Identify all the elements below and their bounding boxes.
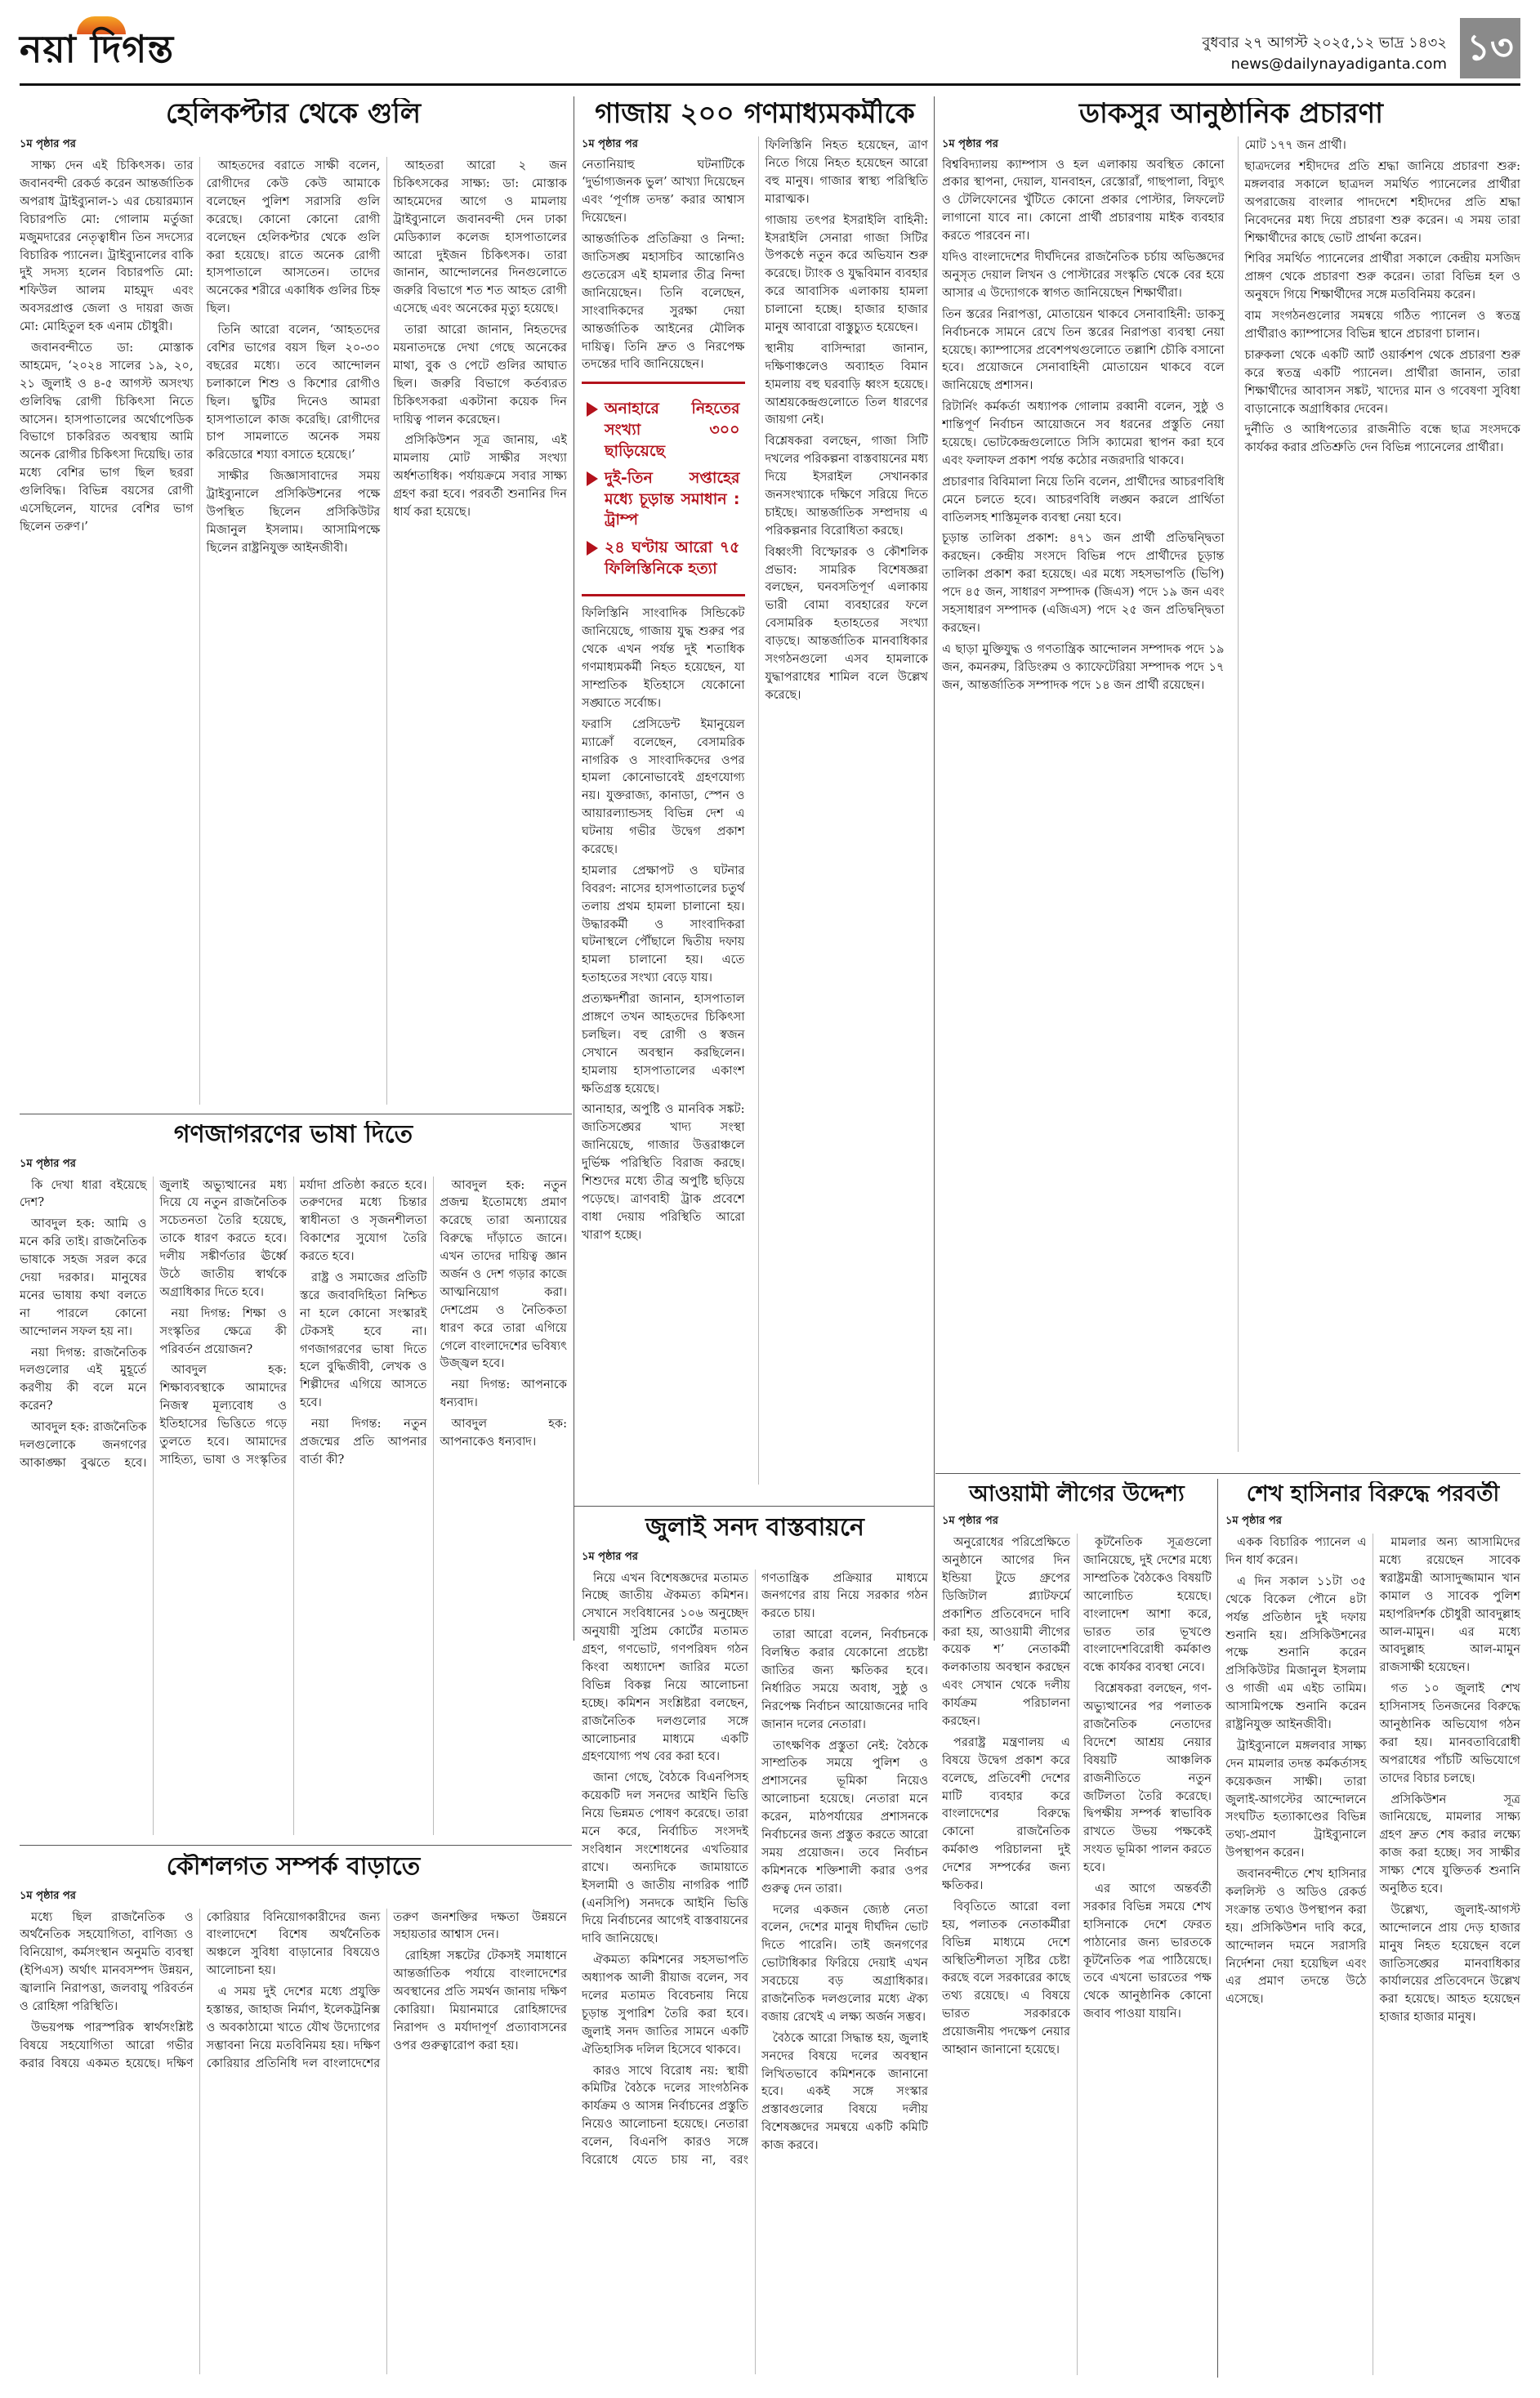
article-july-charter <box>582 1514 928 2378</box>
article-helicopter <box>20 98 567 1107</box>
article-awami-league <box>942 1481 1212 2378</box>
continued-label: ১ম পৃষ্ঠার পর <box>582 138 638 151</box>
article-gaza <box>582 98 928 1499</box>
paragraph: নিয়ে এখন বিশেষজ্ঞদের মতামত নিচ্ছে জাতীয় ঐকমত্য কমিশন। সেখানে সংবিধানের ১০৬ অনুচ্ছেদ অনুযায়ী সুপ্রিম কোর্টের মতামত গ্রহণ, গণভোট, গণপরিষদ গঠন কিংবা অধ্যাদেশ জারির মতো বিভিন্ন বিকল্প নিয়ে আলোচনা হচ্ছে। কমিশন সংশ্লিষ্টরা বলছেন, রাজনৈতিক দলগুলোর সঙ্গে আলোচনার মাধ্যমে একটি গ্রহণযোগ্য পথ বের করা হবে। <box>582 1570 748 1764</box>
masthead-rule <box>20 83 1520 86</box>
article-strategic-relations <box>20 1853 567 2378</box>
article-body <box>582 136 928 1485</box>
paragraph: এ ছাড়া মুক্তিযুদ্ধ ও গণতান্ত্রিক আন্দোলন সম্পাদক পদে ১৯ জন, কমনরুম, রিডিংরুম ও ক্যাফেটেরিয়া সম্পাদক পদে ১৭ জন, আন্তর্জাতিক সম্পাদক পদে ১৪ জন প্রার্থী রয়েছেন। <box>942 641 1225 692</box>
paragraph: ঐকমত্য কমিশনের সহসভাপতি অধ্যাপক আলী রীয়াজ বলেন, সব দলের মতামত বিবেচনায় নিয়ে চূড়ান্ত সুপারিশ তৈরি করা হবে। জুলাই সনদ জাতির সামনে একটি ঐতিহাসিক দলিল হিসেবে থাকবে। <box>582 1953 748 2056</box>
paragraph: পররাষ্ট্র মন্ত্রণালয় এ বিষয়ে উদ্বেগ প্রকাশ করে বলেছে, প্রতিবেশী দেশের মাটি ব্যবহার করে বাংলাদেশের বিরুদ্ধে কোনো রাজনৈতিক কর্মকাণ্ড পরিচালনা দুই দেশের সম্পর্কের জন্য ক্ষতিকর। <box>942 1735 1070 1892</box>
arrow-icon <box>587 541 598 556</box>
section-divider <box>935 1473 1520 1474</box>
paragraph: আহতদের বরাতে সাক্ষী বলেন, রোগীদের কেউ কেউ আমাকে বলেছেন পুলিশ সরাসরি গুলি করেছে। কোনো কোনো রোগী বলেছেন হেলিকপ্টার থেকে গুলি করা হয়েছে। রাতে অনেক রোগী হাসপাতালে আসতেন। তাদের অনেকের শরীরে একাধিক গুলির চিহ্ন ছিল। <box>206 159 381 316</box>
paragraph: এ সময় দুই দেশের মধ্যে প্রযুক্তি হস্তান্তর, জাহাজ নির্মাণ, ইলেকট্রনিক্স ও অবকাঠামো খাতে যৌথ উদ্যোগের সম্ভাবনা নিয়ে মতবিনিময় হয়। দক্ষিণ কোরিয়ার প্রতিনিধি দল বাংলাদেশের তরুণ জনশক্তির দক্ষতা উন্নয়নে সহায়তার আশ্বাস দেন। <box>206 1909 567 2070</box>
section-divider <box>20 1845 572 1846</box>
paragraph: বিবৃতিতে আরো বলা হয়, পলাতক নেতাকর্মীরা বিভিন্ন মাধ্যমে দেশে অস্থিতিশীলতা সৃষ্টির চেষ্টা করছে বলে সরকারের কাছে তথ্য রয়েছে। এ বিষয়ে ভারত সরকারকে প্রয়োজনীয় পদক্ষেপ নেয়ার আহ্বান জানানো হয়েছে। <box>942 1899 1070 2056</box>
paragraph: আবদুল হক: রাজনৈতিক দলগুলোকে জনগণের আকাঙ্ক্ষা বুঝতে হবে। জুলাই অভ্যুত্থানের মধ্য দিয়ে যে নতুন রাজনৈতিক সচেতনতা তৈরি হয়েছে, তাকে ধারণ করতে হবে। দলীয় সঙ্কীর্ণতার ঊর্ধ্বে উঠে জাতীয় স্বার্থকে অগ্রাধিকার দিতে হবে। <box>20 1177 287 1470</box>
headline: গণজাগরণের ভাষা দিতে <box>173 1121 413 1149</box>
paragraph: নয়া দিগন্ত: নতুন প্রজন্মের প্রতি আপনার বার্তা কী? <box>300 1417 427 1467</box>
article-column <box>1238 136 1521 1452</box>
paragraph: সাক্ষ্য দেন এই চিকিৎসক। তার জবানবন্দী রেকর্ড করেন আন্তর্জাতিক অপরাধ ট্রাইব্যুনাল-১ এর চেয়ারম্যান বিচারপতি মো: গোলাম মর্তুজা মজুমদারের নেতৃত্বাধীন তিন সদস্যের বিচারিক প্যানেল। ট্রাইব্যুনালের বাকি দুই সদস্য হলেন বিচারপতি মো: শফিউল আলম মাহমুদ এবং অবসরপ্রাপ্ত জেলা ও দায়রা জজ মো: মোহিতুল হক এনাম চৌধুরী। <box>20 159 194 334</box>
article-mass-awakening <box>20 1121 567 1838</box>
paragraph: একক বিচারিক প্যানেল এ দিন ধার্য করেন। <box>1225 1535 1367 1567</box>
arrow-icon <box>587 471 598 486</box>
paragraph: কূটনৈতিক সূত্রগুলো জানিয়েছে, দুই দেশের মধ্যে সাম্প্রতিক বৈঠকেও বিষয়টি আলোচিত হয়েছে। বাংলাদেশ আশা করে, ভারত তার ভূখণ্ডে বাংলাদেশবিরোধী কর্মকাণ্ড বন্ধে কার্যকর ব্যবস্থা নেবে। <box>1083 1535 1212 1675</box>
paragraph: জবানবন্দীতে শেখ হাসিনার কললিস্ট ও অডিও রেকর্ড সংক্রান্ত তথ্যও উপস্থাপন করা হয়। প্রসিকিউশন দাবি করে, আন্দোলন দমনে সরাসরি নির্দেশনা দেয়া হয়েছিল এবং এর প্রমাণ তদন্তে উঠে এসেছে। <box>1225 1867 1367 2007</box>
continued-label: ১ম পৃষ্ঠার পর <box>942 1515 998 1528</box>
paragraph: বিশ্লেষকরা বলছেন, গাজা সিটি দখলের পরিকল্পনা বাস্তবায়নের মধ্য দিয়ে ইসরাইল সেখানকার জনসংখ্যাকে দক্ষিণে সরিয়ে দিতে চাইছে। আন্তর্জাতিক সম্প্রদায় এ পরিকল্পনার বিরোধিতা করছে। <box>765 434 928 538</box>
highlight-item: দুই-তিন সপ্তাহের মধ্যে চূড়ান্ত সমাধান : ট্রাম্প <box>587 468 740 531</box>
paragraph: চারুকলা থেকে একটি আর্ট ওয়ার্কশপ থেকে প্রচারণা শুরু করে স্বতন্ত্র একটি প্যানেল। প্রার্থীরা জানান, তারা শিক্ষার্থীদের আবাসন সঙ্কট, খাদ্যের মান ও গবেষণা সুবিধা বাড়ানোকে অগ্রাধিকার দেবেন। <box>1244 347 1520 416</box>
paragraph: দুর্নীতি ও আধিপত্যের রাজনীতি বন্ধে ছাত্র সংসদকে কার্যকর করার প্রতিশ্রুতি দেন বিভিন্ন প্যানেলের প্রার্থীরা। <box>1244 422 1520 455</box>
continued-label: ১ম পৃষ্ঠার পর <box>20 1889 76 1902</box>
article-column <box>942 136 1225 1452</box>
paragraph: ট্রাইব্যুনালে মঙ্গলবার সাক্ষ্য দেন মামলার তদন্ত কর্মকর্তাসহ কয়েকজন সাক্ষী। তারা জুলাই-আগস্টের আন্দোলনে সংঘটিত হত্যাকাণ্ডের বিভিন্ন তথ্য-প্রমাণ ট্রাইব্যুনালে উপস্থাপন করেন। <box>1225 1738 1367 1860</box>
continued-label: ১ম পৃষ্ঠার পর <box>20 138 76 151</box>
continued-label: ১ম পৃষ্ঠার পর <box>942 138 998 151</box>
dateline <box>1202 33 1447 75</box>
page-number: ১৩ <box>1460 18 1520 78</box>
paragraph: প্রচারণার বিবিমালা নিয়ে তিনি বলেন, প্রার্থীদের আচরণবিধি মেনে চলতে হবে। আচরণবিধি লঙ্ঘন করলে প্রার্থিতা বাতিলসহ শাস্তিমূলক ব্যবস্থা নেয়া হবে। <box>942 474 1225 525</box>
paragraph: তারা আরো বলেন, নির্বাচনকে বিলম্বিত করার যেকোনো প্রচেষ্টা জাতির জন্য ক্ষতিকর হবে। নির্ধারিত সময়ে অবাধ, সুষ্ঠু ও নিরপেক্ষ নির্বাচন আয়োজনের দাবি জানান দলের নেতারা। <box>761 1628 928 1731</box>
paragraph: বিশ্লেষকরা বলছেন, গণ-অভ্যুত্থানের পর পলাতক রাজনৈতিক নেতাদের বিদেশে আশ্রয় নেয়ার বিষয়টি আঞ্চলিক রাজনীতিতে নতুন জটিলতা তৈরি করেছে। দ্বিপক্ষীয় সম্পর্ক স্বাভাবিক রাখতে উভয় পক্ষকেই সংযত ভূমিকা পালন করতে হবে। <box>1083 1681 1212 1875</box>
paragraph: আন্তর্জাতিক প্রতিক্রিয়া ও নিন্দা: জাতিসঙ্ঘ মহাসচিব আন্তোনিও গুতেরেস এই হামলার তীব্র নিন্দা জানিয়েছেন। তিনি বলেছেন, সাংবাদিকদের সুরক্ষা দেয়া আন্তর্জাতিক আইনের মৌলিক দায়িত্ব। তিনি দ্রুত ও নিরপেক্ষ তদন্তের দাবি জানিয়েছেন। <box>582 232 745 372</box>
article-ducsu <box>942 98 1520 1467</box>
paragraph: নয়া দিগন্ত: রাজনৈতিক দলগুলোর এই মুহূর্তে করণীয় কী বলে মনে করেন? <box>20 1345 147 1413</box>
paragraph: জবানবন্দীতে ডা: মোস্তাক আহমেদ, ‘২০২৪ সালের ১৯, ২০, ২১ জুলাই ও ৪-৫ আগস্ট অসংখ্য গুলিবিদ্ধ রোগী চিকিৎসা নিতে আসেন। হাসপাতালের অর্থোপেডিক বিভাগে চাকরিরত অবস্থায় আমি অনেক রোগীর চিকিৎসা দিয়েছি। তার মধ্যে বেশির ভাগ ছিল ছররা গুলিবিদ্ধ। বিভিন্ন বয়সের রোগী এসেছিলেন, যাদের বেশির ভাগ ছিলেন তরুণ।’ <box>20 341 194 534</box>
paragraph: আবদুল হক: আপনাকেও ধন্যবাদ। <box>440 1417 567 1449</box>
paragraph: ফরাসি প্রেসিডেন্ট ইমানুয়েল ম্যাক্রোঁ বলেছেন, বেসামরিক নাগরিক ও সাংবাদিকদের ওপর হামলা কোনোভাবেই গ্রহণযোগ্য নয়। যুক্তরাজ্য, কানাডা, স্পেন ও আয়ারল্যান্ডসহ বিভিন্ন দেশ এ ঘটনায় গভীর উদ্বেগ প্রকাশ করেছে। <box>582 717 745 856</box>
paragraph: প্রসিকিউশন সূত্র জানিয়েছে, মামলার সাক্ষ্য গ্রহণ দ্রুত শেষ করার লক্ষ্যে কাজ করা হচ্ছে। সব সাক্ষীর সাক্ষ্য শেষে যুক্তিতর্ক শুনানি অনুষ্ঠিত হবে। <box>1379 1792 1520 1896</box>
article-body <box>942 1534 1212 2375</box>
paragraph: বিশ্ববিদ্যালয় ক্যাম্পাস ও হল এলাকায় অবস্থিত কোনো প্রকার স্থাপনা, দেয়াল, যানবাহন, রেস্তোরাঁ, গাছপালা, বিদ্যুৎ ও টেলিফোনের খুঁটিতে কোনো প্রকার পোস্টার, লিফলেট লাগানো যাবে না। কোনো প্রার্থী প্রচারণায় মাইক ব্যবহার করতে পারবেন না। <box>942 157 1225 243</box>
headline: কৌশলগত সম্পর্ক বাড়াতে <box>166 1853 421 1881</box>
paragraph: চূড়ান্ত তালিকা প্রকাশ: ৪৭১ জন প্রার্থী প্রতিদ্বন্দ্বিতা করছেন। কেন্দ্রীয় সংসদে বিভিন্ন পদে প্রার্থীদের চূড়ান্ত তালিকা প্রকাশ করা হয়েছে। এর মধ্যে সহসভাপতি (ভিপি) পদে ৪৫ জন, সাধারণ সম্পাদক (জিএস) পদে ১৯ জন এবং সহসাধারণ সম্পাদক (এজিএস) পদে ২৫ জন প্রতিদ্বন্দ্বিতা করছেন। <box>942 531 1225 635</box>
paragraph: কারও সাথে বিরোধ নয়: স্থায়ী কমিটির বৈঠকে দলের সাংগঠনিক কার্যক্রম ও আসন্ন নির্বাচনের প্রস্তুতি নিয়েও আলোচনা হয়েছে। নেতারা বলেন, বিএনপি কারও সঙ্গে বিরোধে যেতে চায় না, বরং গণতান্ত্রিক প্রক্রিয়ার মাধ্যমে জনগণের রায় নিয়ে সরকার গঠন করতে চায়। <box>582 1570 928 2167</box>
paragraph: মামলার অন্য আসামিদের মধ্যে রয়েছেন সাবেক স্বরাষ্ট্রমন্ত্রী আসাদুজ্জামান খান কামাল ও সাবেক পুলিশ মহাপরিদর্শক চৌধুরী আবদুল্লাহ আল-মামুন। এর মধ্যে আবদুল্লাহ আল-মামুন রাজসাক্ষী হয়েছেন। <box>1379 1535 1520 1675</box>
paragraph: মধ্যে ছিল রাজনৈতিক ও অর্থনৈতিক সহযোগিতা, বাণিজ্য ও বিনিয়োগ, কর্মসংস্থান অনুমতি ব্যবস্থা (ইপিএস) অর্থাৎ মানবসম্পদ উন্নয়ন, জ্বালানি নিরাপত্তা, জলবায়ু পরিবর্তন ও রোহিঙ্গা পরিস্থিতি। <box>20 1909 194 2013</box>
contact-email: news@dailynayadiganta.com <box>1230 56 1447 73</box>
paragraph: আহতরা আরো ২ জন চিকিৎসকের সাক্ষ্য: ডা: মোস্তাক আহমেদের আগে ও মামলায় ট্রাইব্যুনালে জবানবন্দী দেন ঢাকা মেডিক্যাল কলেজ হাসপাতালের আরো দুইজন চিকিৎসক। তারা জানান, আন্দোলনের দিনগুলোতে জরুরি বিভাগে শত শত আহত রোগী এসেছে এবং অনেকের মৃত্যু হয়েছে। <box>393 159 567 316</box>
headline: হেলিকপ্টার থেকে গুলি <box>165 98 422 130</box>
article-body <box>1225 1534 1520 2375</box>
paragraph: ফিলিস্তিনি নিহত হয়েছেন, ত্রাণ নিতে গিয়ে নিহত হয়েছেন আরো বহু মানুষ। গাজার স্বাস্থ্য পরিস্থিতি মারাত্মক। <box>765 138 928 206</box>
paragraph: অনুরোধের পরিপ্রেক্ষিতে অনুষ্ঠানে আগের দিন ইন্ডিয়া টুডে গ্রুপের ডিজিটাল প্ল্যাটফর্মে প্রকাশিত প্রতিবেদনে দাবি করা হয়, আওয়ামী লীগের কয়েক শ’ নেতাকর্মী কলকাতায় অবস্থান করছেন এবং সেখান থেকে দলীয় কার্যক্রম পরিচালনা করছেন। <box>942 1535 1070 1728</box>
column-divider <box>934 96 935 1641</box>
paragraph: বিধ্বংসী বিস্ফোরক ও কৌশলিক প্রভাব: সামরিক বিশেষজ্ঞরা বলছেন, ঘনবসতিপূর্ণ এলাকায় ভারী বোমা ব্যবহারের ফলে বেসামরিক হতাহতের সংখ্যা বাড়ছে। আন্তর্জাতিক মানবাধিকার সংগঠনগুলো এসব হামলাকে যুদ্ধাপরাধের শামিল বলে উল্লেখ করেছে। <box>765 544 928 702</box>
paragraph: উল্লেখ্য, জুলাই-আগস্ট আন্দোলনে প্রায় দেড় হাজার মানুষ নিহত হয়েছেন বলে জাতিসঙ্ঘের মানবাধিকার কার্যালয়ের প্রতিবেদনে উল্লেখ করা হয়েছে। আহত হয়েছেন হাজার হাজার মানুষ। <box>1379 1902 1520 2025</box>
paragraph: রোহিঙ্গা সঙ্কটের টেকসই সমাধানে আন্তর্জাতিক পর্যায়ে বাংলাদেশের অবস্থানের প্রতি সমর্থন জানায় দক্ষিণ কোরিয়া। মিয়ানমারে রোহিঙ্গাদের নিরাপদ ও মর্যাদাপূর্ণ প্রত্যাবাসনের ওপর গুরুত্বারোপ করা হয়। <box>393 1949 567 2052</box>
issue-date: বুধবার ২৭ আগস্ট ২০২৫,১২ ভাদ্র ১৪৩২ <box>1202 34 1447 51</box>
paragraph: দলের একজন জ্যেষ্ঠ নেতা বলেন, দেশের মানুষ দীর্ঘদিন ভোট দিতে পারেনি। তাই জনগণের ভোটাধিকার ফিরিয়ে দেয়াই এখন সবচেয়ে বড় অগ্রাধিকার। রাজনৈতিক দলগুলোর মধ্যে ঐক্য বজায় রেখেই এ লক্ষ্য অর্জন সম্ভব। <box>761 1902 928 2024</box>
article-body <box>20 1909 567 2374</box>
paragraph: যদিও বাংলাদেশের দীর্ঘদিনের রাজনৈতিক চর্চায় অভিজ্ঞদের অনুসৃত দেয়াল লিখন ও পোস্টারের সংস্কৃতি থেকে বের হয়ে আসার এ উদ্যোগকে স্বাগত জানিয়েছেন শিক্ষার্থীরা। <box>942 250 1225 300</box>
highlight-item: ২৪ ঘণ্টায় আরো ৭৫ ফিলিস্তিনিকে হত্যা <box>587 538 740 579</box>
paragraph: উভয়পক্ষ পারস্পরিক স্বার্থসংশ্লিষ্ট বিষয়ে সহযোগিতা আরো গভীর করার বিষয়ে একমত হয়েছে। দক্ষিণ কোরিয়ার বিনিয়োগকারীদের জন্য বাংলাদেশে বিশেষ অর্থনৈতিক অঞ্চলে সুবিধা বাড়ানোর বিষয়েও আলোচনা হয়। <box>20 1909 381 2070</box>
paragraph: শিবির সমর্থিত প্যানেলের প্রার্থীরা সকালে কেন্দ্রীয় মসজিদ প্রাঙ্গণ থেকে প্রচারণা শুরু করেন। তারা বিভিন্ন হল ও অনুষদে গিয়ে শিক্ষার্থীদের সঙ্গে মতবিনিময় করেন। <box>1244 252 1520 302</box>
paragraph: রাষ্ট্র ও সমাজের প্রতিটি স্তরে জবাবদিহিতা নিশ্চিত না হলে কোনো সংস্কারই টেকসই হবে না। গণজাগরণের ভাষা দিতে হলে বুদ্ধিজীবী, লেখক ও শিল্পীদের এগিয়ে আসতে হবে। <box>300 1270 427 1410</box>
paragraph: নেতানিয়াহু ঘটনাটিকে ‘দুর্ভাগ্যজনক ভুল’ আখ্যা দিয়েছেন এবং ‘পূর্ণাঙ্গ তদন্ত’ করার আশ্বাস দিয়েছেন। <box>582 157 745 226</box>
article-sheikh-hasina <box>1225 1481 1520 2378</box>
paragraph: গত ১০ জুলাই শেখ হাসিনাসহ তিনজনের বিরুদ্ধে আনুষ্ঠানিক অভিযোগ গঠন করা হয়। মানবতাবিরোধী অপরাধের পাঁচটি অভিযোগে তাদের বিচার চলছে। <box>1379 1681 1520 1785</box>
continued-label: ১ম পৃষ্ঠার পর <box>20 1157 76 1170</box>
highlight-item: অনাহারে নিহতের সংখ্যা ৩০০ ছাড়িয়েছে <box>587 399 740 462</box>
headline: ডাকসুর আনুষ্ঠানিক প্রচারণা <box>1079 98 1383 130</box>
paragraph: এর আগে অন্তর্বর্তী সরকার বিভিন্ন সময়ে শেখ হাসিনাকে দেশে ফেরত পাঠানোর জন্য ভারতকে কূটনৈতিক পত্র পাঠিয়েছে। তবে এখনো ভারতের পক্ষ থেকে আনুষ্ঠানিক কোনো জবাব পাওয়া যায়নি। <box>1083 1881 1212 2021</box>
paragraph: আবদুল হক: শিক্ষাব্যবস্থাকে আমাদের নিজস্ব মূল্যবোধ ও ইতিহাসের ভিত্তিতে গড়ে তুলতে হবে। আমাদের সাহিত্য, ভাষা ও সংস্কৃতির মর্যাদা প্রতিষ্ঠা করতে হবে। তরুণদের মধ্যে চিন্তার স্বাধীনতা ও সৃজনশীলতা বিকাশের সুযোগ তৈরি করতে হবে। <box>159 1177 427 1467</box>
paragraph: আবদুল হক: নতুন প্রজন্ম ইতোমধ্যে প্রমাণ করেছে তারা অন্যায়ের বিরুদ্ধে দাঁড়াতে জানে। এখন তাদের দায়িত্ব জ্ঞান অর্জন ও দেশ গড়ার কাজে আত্মনিয়োগ করা। দেশপ্রেম ও নৈতিকতা ধারণ করে তারা এগিয়ে গেলে বাংলাদেশের ভবিষ্যৎ উজ্জ্বল হবে। <box>440 1177 567 1371</box>
headline: গাজায় ২০০ গণমাধ্যমকর্মীকে <box>595 98 915 130</box>
paragraph: মোট ১৭৭ জন প্রার্থী। <box>1244 138 1346 153</box>
paragraph: গাজায় তৎপর ইসরাইলি বাহিনী: ইসরাইলি সেনারা গাজা সিটির উপকণ্ঠে নতুন করে অভিযান শুরু করেছে। ট্যাংক ও যুদ্ধবিমান ব্যবহার করে আবাসিক এলাকায় হামলা চালানো হচ্ছে। হাজার হাজার মানুষ আবারো বাস্তুচ্যুত হয়েছেন। <box>765 212 928 334</box>
continued-label: ১ম পৃষ্ঠার পর <box>582 1550 638 1563</box>
article-body <box>20 157 567 1105</box>
headline: আওয়ামী লীগের উদ্দেশ্য <box>969 1481 1185 1507</box>
paragraph: তিনি আরো বলেন, ‘আহতদের বেশির ভাগের বয়স ছিল ২০-৩০ বছরের মধ্যে। তবে আন্দোলন চলাকালে শিশু ও কিশোর রোগীও ছিল। ছুটির দিনেও আমরা হাসপাতালে কাজ করেছি। রোগীদের চাপ সামলাতে অনেক সময় করিডোরে শয্যা বসাতে হয়েছে।’ <box>206 323 381 462</box>
column-divider <box>1217 1479 1218 2378</box>
paragraph: ছাত্রদলের শহীদদের প্রতি শ্রদ্ধা জানিয়ে প্রচারণা শুরু: মঙ্গলবার সকালে ছাত্রদল সমর্থিত প্যানেলের প্রার্থীরা অপরাজেয় বাংলার পাদদেশে শহীদদের প্রতি শ্রদ্ধা নিবেদনের মধ্য দিয়ে প্রচারণা শুরু করেন। এ সময় তারা শিক্ষার্থীদের কাছে ভোট প্রার্থনা করেন। <box>1244 159 1520 245</box>
paragraph: তিন স্তরের নিরাপত্তা, মোতায়েন থাকবে সেনাবাহিনী: ডাকসু নির্বাচনকে সামনে রেখে তিন স্তরের নিরাপত্তা ব্যবস্থা নেয়া হয়েছে। ক্যাম্পাসের প্রবেশপথগুলোতে তল্লাশি চৌকি বসানো হবে। প্রয়োজনে সেনাবাহিনী মোতায়েন থাকবে বলে জানিয়েছে প্রশাসন। <box>942 306 1225 393</box>
paragraph: তারা আরো জানান, নিহতদের ময়নাতদন্তে দেখা গেছে অনেকের মাথা, বুক ও পেটে গুলির আঘাত ছিল। জরুরি বিভাগে কর্তব্যরত চিকিৎসকরা একটানা কয়েক দিন দায়িত্ব পালন করেছেন। <box>393 323 567 426</box>
paragraph: হামলার প্রেক্ষাপট ও ঘটনার বিবরণ: নাসের হাসপাতালের চতুর্থ তলায় প্রথম হামলা চালানো হয়। উদ্ধারকর্মী ও সাংবাদিকরা ঘটনাস্থলে পৌঁছালে দ্বিতীয় দফায় হামলা চালানো হয়। এতে হতাহতের সংখ্যা বেড়ে যায়। <box>582 863 745 985</box>
paragraph: বৈঠকে আরো সিদ্ধান্ত হয়, জুলাই সনদের বিষয়ে দলের অবস্থান লিখিতভাবে কমিশনকে জানানো হবে। একই সঙ্গে সংস্কার প্রস্তাবগুলোর বিষয়ে দলীয় বিশেষজ্ঞদের সমন্বয়ে একটি কমিটি কাজ করবে। <box>761 2030 928 2153</box>
paragraph: স্থানীয় বাসিন্দারা জানান, দক্ষিণাঞ্চলেও অব্যাহত বিমান হামলায় বহু ঘরবাড়ি ধ্বংস হয়েছে। আশ্রয়কেন্দ্রগুলোতে তিল ধারণের জায়গা নেই। <box>765 341 928 427</box>
article-column <box>582 136 745 1485</box>
paragraph: জানা গেছে, বৈঠকে বিএনপিসহ কয়েকটি দল সনদের আইনি ভিত্তি নিয়ে ভিন্নমত পোষণ করেছে। তারা মনে করে, নির্বাচিত সংসদই সংবিধান সংশোধনের এখতিয়ার রাখে। অন্যদিকে জামায়াতে ইসলামী ও জাতীয় নাগরিক পার্টি (এনসিপি) সনদকে আইনি ভিত্তি দিয়ে নির্বাচনের আগেই বাস্তবায়নের দাবি জানিয়েছে। <box>582 1771 748 1946</box>
paragraph: নয়া দিগন্ত: শিক্ষা ও সংস্কৃতির ক্ষেত্রে কী পরিবর্তন প্রয়োজন? <box>159 1306 287 1356</box>
paragraph: আনাহার, অপুষ্টি ও মানবিক সঙ্কট: জাতিসঙ্ঘের খাদ্য সংস্থা জানিয়েছে, গাজার উত্তরাঞ্চলে দুর্ভিক্ষ পরিস্থিতি বিরাজ করছে। শিশুদের মধ্যে তীব্র অপুষ্টি ছড়িয়ে পড়েছে। ত্রাণবাহী ট্রাক প্রবেশে বাধা দেয়ায় পরিস্থিতি আরো খারাপ হচ্ছে। <box>582 1102 745 1242</box>
article-body <box>20 1177 567 1835</box>
paragraph: নয়া দিগন্ত: আপনাকে ধন্যবাদ। <box>440 1378 567 1410</box>
paragraph: বাম সংগঠনগুলোর সমন্বয়ে গঠিত প্যানেল ও স্বতন্ত্র প্রার্থীরাও ক্যাম্পাসের বিভিন্ন স্থানে প্রচারণা চালান। <box>1244 309 1520 341</box>
masthead <box>20 15 1520 80</box>
article-column <box>758 136 929 1485</box>
newspaper-logo: নয়া দিগন্ত <box>20 27 175 71</box>
paragraph: আবদুল হক: আমি ও মনে করি তাই। রাজনৈতিক ভাষাকে সহজ সরল করে দেয়া দরকার। মানুষের মনের ভাষায় কথা বলতে না পারলে কোনো আন্দোলন সফল হয় না। <box>20 1217 147 1338</box>
paragraph: প্রসিকিউশন সূত্র জানায়, এই মামলায় মোট সাক্ষীর সংখ্যা অর্ধশতাধিক। পর্যায়ক্রমে সবার সাক্ষ্য গ্রহণ করা হবে। পরবর্তী শুনানির দিন ধার্য করা হয়েছে। <box>393 433 567 520</box>
article-body <box>942 136 1520 1452</box>
paragraph: সাক্ষীর জিজ্ঞাসাবাদের সময় ট্রাইব্যুনালে প্রসিকিউশনের পক্ষে উপস্থিত ছিলেন প্রসিকিউটর মিজানুল ইসলাম। আসামিপক্ষে ছিলেন রাষ্ট্রনিযুক্ত আইনজীবী। <box>206 469 381 555</box>
article-body <box>582 1570 928 2374</box>
paragraph: রিটার্নিং কর্মকর্তা অধ্যাপক গোলাম রব্বানী বলেন, সুষ্ঠু ও শান্তিপূর্ণ নির্বাচন আয়োজনে সব ধরনের প্রস্তুতি নেয়া হয়েছে। ভোটকেন্দ্রগুলোতে সিসি ক্যামেরা স্থাপন করা হবে এবং ফলাফল প্রকাশ পর্যন্ত কঠোর নজরদারি থাকবে। <box>942 400 1225 467</box>
continued-label: ১ম পৃষ্ঠার পর <box>1225 1515 1282 1528</box>
headline: জুলাই সনদ বাস্তবায়নে <box>645 1514 864 1542</box>
paragraph: এ দিন সকাল ১১টা ৩৫ থেকে বিকেল পৌনে ৪টা পর্যন্ত প্রতিষ্ঠান দুই দফায় শুনানি হয়। প্রসিকিউশনের পক্ষে শুনানি করেন প্রসিকিউটর মিজানুল ইসলাম ও গাজী এম এইচ তামিম। আসামিপক্ষে শুনানি করেন রাষ্ট্রনিযুক্ত আইনজীবী। <box>1225 1574 1367 1731</box>
section-divider <box>574 1506 934 1507</box>
highlights-box <box>582 382 745 596</box>
paragraph: কি দেখা ধারা বইয়েছে দেশ? <box>20 1177 147 1210</box>
headline: শেখ হাসিনার বিরুদ্ধে পরবর্তী <box>1246 1481 1500 1507</box>
arrow-icon <box>587 402 598 417</box>
paragraph: তাৎক্ষণিক প্রস্তুতা নেই: বৈঠকে সাম্প্রতিক সময়ে পুলিশ ও প্রশাসনের ভূমিকা নিয়েও আলোচনা হয়েছে। নেতারা মনে করেন, মাঠপর্যায়ের প্রশাসনকে নির্বাচনের জন্য প্রস্তুত করতে আরো সময় প্রয়োজন। তবে নির্বাচন কমিশনকে শক্তিশালী করার ওপর গুরুত্ব দেন তারা। <box>761 1738 928 1896</box>
paragraph: প্রত্যক্ষদর্শীরা জানান, হাসপাতাল প্রাঙ্গণে তখন আহতদের চিকিৎসা চলছিল। বহু রোগী ও স্বজন সেখানে অবস্থান করছিলেন। হামলায় হাসপাতালের একাংশ ক্ষতিগ্রস্ত হয়েছে। <box>582 992 745 1096</box>
paragraph: ফিলিস্তিনি সাংবাদিক সিন্ডিকেট জানিয়েছে, গাজায় যুদ্ধ শুরুর পর থেকে এখন পর্যন্ত দুই শতাধিক গণমাধ্যমকর্মী নিহত হয়েছেন, যা সাম্প্রতিক ইতিহাসে যেকোনো সঙ্ঘাতে সর্বোচ্চ। <box>582 606 745 710</box>
